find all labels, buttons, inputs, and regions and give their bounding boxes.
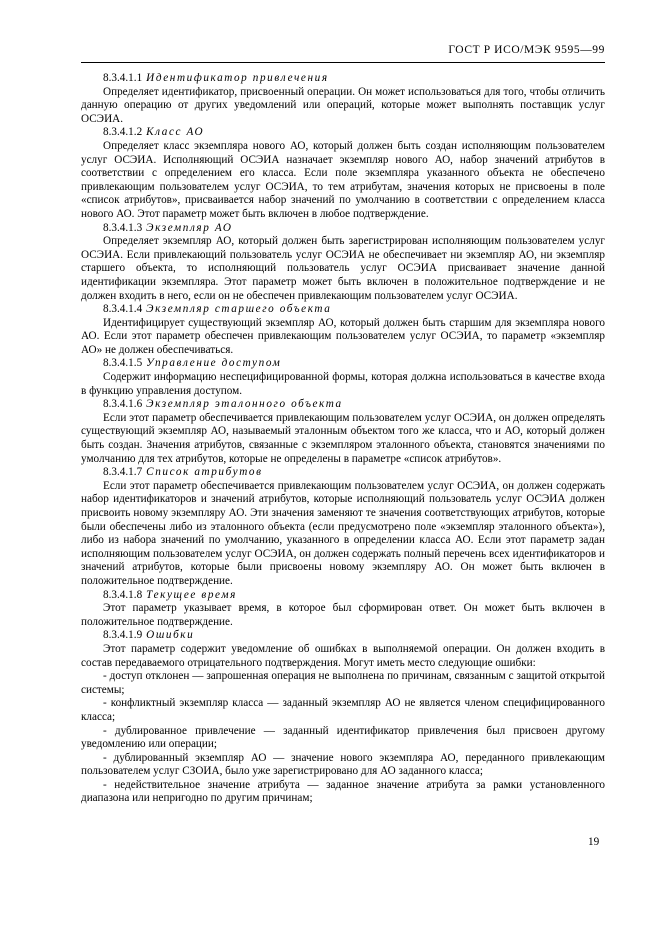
section-number: 8.3.4.1.6 [103,398,143,411]
section-number: 8.3.4.1.5 [103,357,143,370]
error-list-item: - недействительное значение атрибута — заданное значение атрибута за рамки установленного диапазона или непригодно по другим причинам; [81,778,605,805]
page-header-standard-title: ГОСТ Р ИСО/МЭК 9595—99 [448,44,605,56]
section-title: Список атрибутов [146,466,263,479]
section-number: 8.3.4.1.2 [103,126,143,139]
section-heading [81,589,605,603]
section-paragraph: Этот параметр содержит уведомление об ошибках в выполняемой операции. Он должен входить в состав передаваемого отрицательного подтверждения. Могут иметь место следующие ошибки: [81,642,605,669]
section-number: 8.3.4.1.9 [103,629,143,642]
section-title: Экземпляр АО [146,221,233,234]
section-heading [81,357,605,371]
section-paragraph: Если этот параметр обеспечивается привлекающим пользователем услуг ОСЭИА, он должен содержать набор идентификаторов и значений атрибутов, которые исполняющий пользователь услуг ОСЭИА должен присвоить новому экземпляру АО. Эти значения заменяют те значения соответствующих атрибутов, которые были обеспечены либо из эталонного объекта (если предусмотрено поле «экземпляр эталонного объекта»), либо из набора значений по умолчанию, указанного в определении класса АО. Если этот параметр задан исполняющим пользователем услуг ОСЭИА, он должен содержать полный перечень всех идентификаторов и значений атрибутов, которые были присвоены новому экземпляру АО. Он может быть включен в положительное подтверждение. [81,479,605,587]
section-paragraph: Определяет класс экземпляра нового АО, который должен быть создан исполняющим пользователем услуг ОСЭИА. Исполняющий ОСЭИА назначает экземпляр нового АО, набор значений атрибутов в соответствии с определением его класса. Если поле экземпляра указанного объекта не обеспечено привлекающим пользователем услуг ОСЭИА, то тем атрибутам, значения которых не присвоены в поле «список атрибутов», присваивается набор значений по умолчанию в соответствии с определением класса нового АО. Этот параметр может быть включен в любое подтверждение. [81,139,605,220]
section-title: Идентификатор привлечения [146,72,329,84]
error-list-item: - дублированное привлечение — заданный идентификатор привлечения был присвоен другому уведомлению или операции; [81,724,605,751]
header-divider [81,62,605,63]
section-heading [81,629,605,643]
document-body [81,72,605,806]
section-heading [81,303,605,317]
page-number: 19 [588,836,600,848]
section-title: Экземпляр эталонного объекта [146,398,343,411]
section-number: 8.3.4.1.4 [103,303,143,316]
error-list-item: - дублированный экземпляр АО — значение нового экземпляра АО, переданного привлекающим пользователем услуг СЗОИА, было уже зарегистрировано для АО заданного класса; [81,751,605,778]
error-list-item: - доступ отклонен — запрошенная операция не выполнена по причинам, связанным с защитой открытой системы; [81,670,605,696]
section-number: 8.3.4.1.8 [103,588,143,601]
section-title: Управление доступом [146,357,282,370]
error-list-item: - конфликтный экземпляр класса — заданный экземпляр АО не является членом специфицированного класса; [81,697,605,723]
section-paragraph: Определяет экземпляр АО, который должен быть зарегистрирован исполняющим пользователем услуг ОСЭИА. Если привлекающий пользователь услуг ОСЭИА не обеспечивает ни экземпляр АО, ни экземпляр старшего объекта, то исполняющий пользователь услуг ОСЭИА присваивает значение данной идентификации экземпляра. Этот параметр может быть включен в положительное подтверждение и не должен входить в него, если он не обеспечен привлекающим пользователем услуг ОСЭИА. [81,235,605,302]
section-title: Класс АО [146,126,205,139]
section-paragraph: Определяет идентификатор, присвоенный операции. Он может использоваться для того, чтобы отличить данную операцию от других уведомлений или операций, которые может выполнять поставщик услуг ОСЭИА. [81,85,605,125]
section-heading [81,466,605,480]
section-title: Ошибки [146,629,195,642]
section-heading [81,72,605,86]
section-paragraph: Идентифицирует существующий экземпляр АО, который должен быть старшим для экземпляра нового АО. Если этот параметр обеспечен привлекающим пользователем услуг ОСЭИА, то параметр «экземпляр АО» не должен обеспечиваться. [81,316,605,356]
section-paragraph: Если этот параметр обеспечивается привлекающим пользователем услуг ОСЭИА, он должен определять существующий экземпляр АО, называемый эталонным объектом того же класса, что и АО, который должен быть создан. Значения атрибутов, связанные с экземпляром эталонного объекта, становятся значениями по умолчанию для тех атрибутов, которые не определены в параметре «список атрибутов». [81,411,605,465]
section-paragraph: Содержит информацию неспецифицированной формы, которая должна использоваться в качестве входа в функцию управления доступом. [81,371,605,397]
section-heading [81,126,605,140]
section-heading [81,222,605,236]
section-paragraph: Этот параметр указывает время, в которое был сформирован ответ. Он может быть включен в положительное подтверждение. [81,602,605,628]
section-number: 8.3.4.1.3 [103,221,143,234]
section-heading [81,398,605,412]
section-title: Экземпляр старшего объекта [146,303,332,316]
section-title: Текущее время [146,588,237,601]
section-number: 8.3.4.1.1 [103,72,143,84]
section-number: 8.3.4.1.7 [103,466,143,479]
